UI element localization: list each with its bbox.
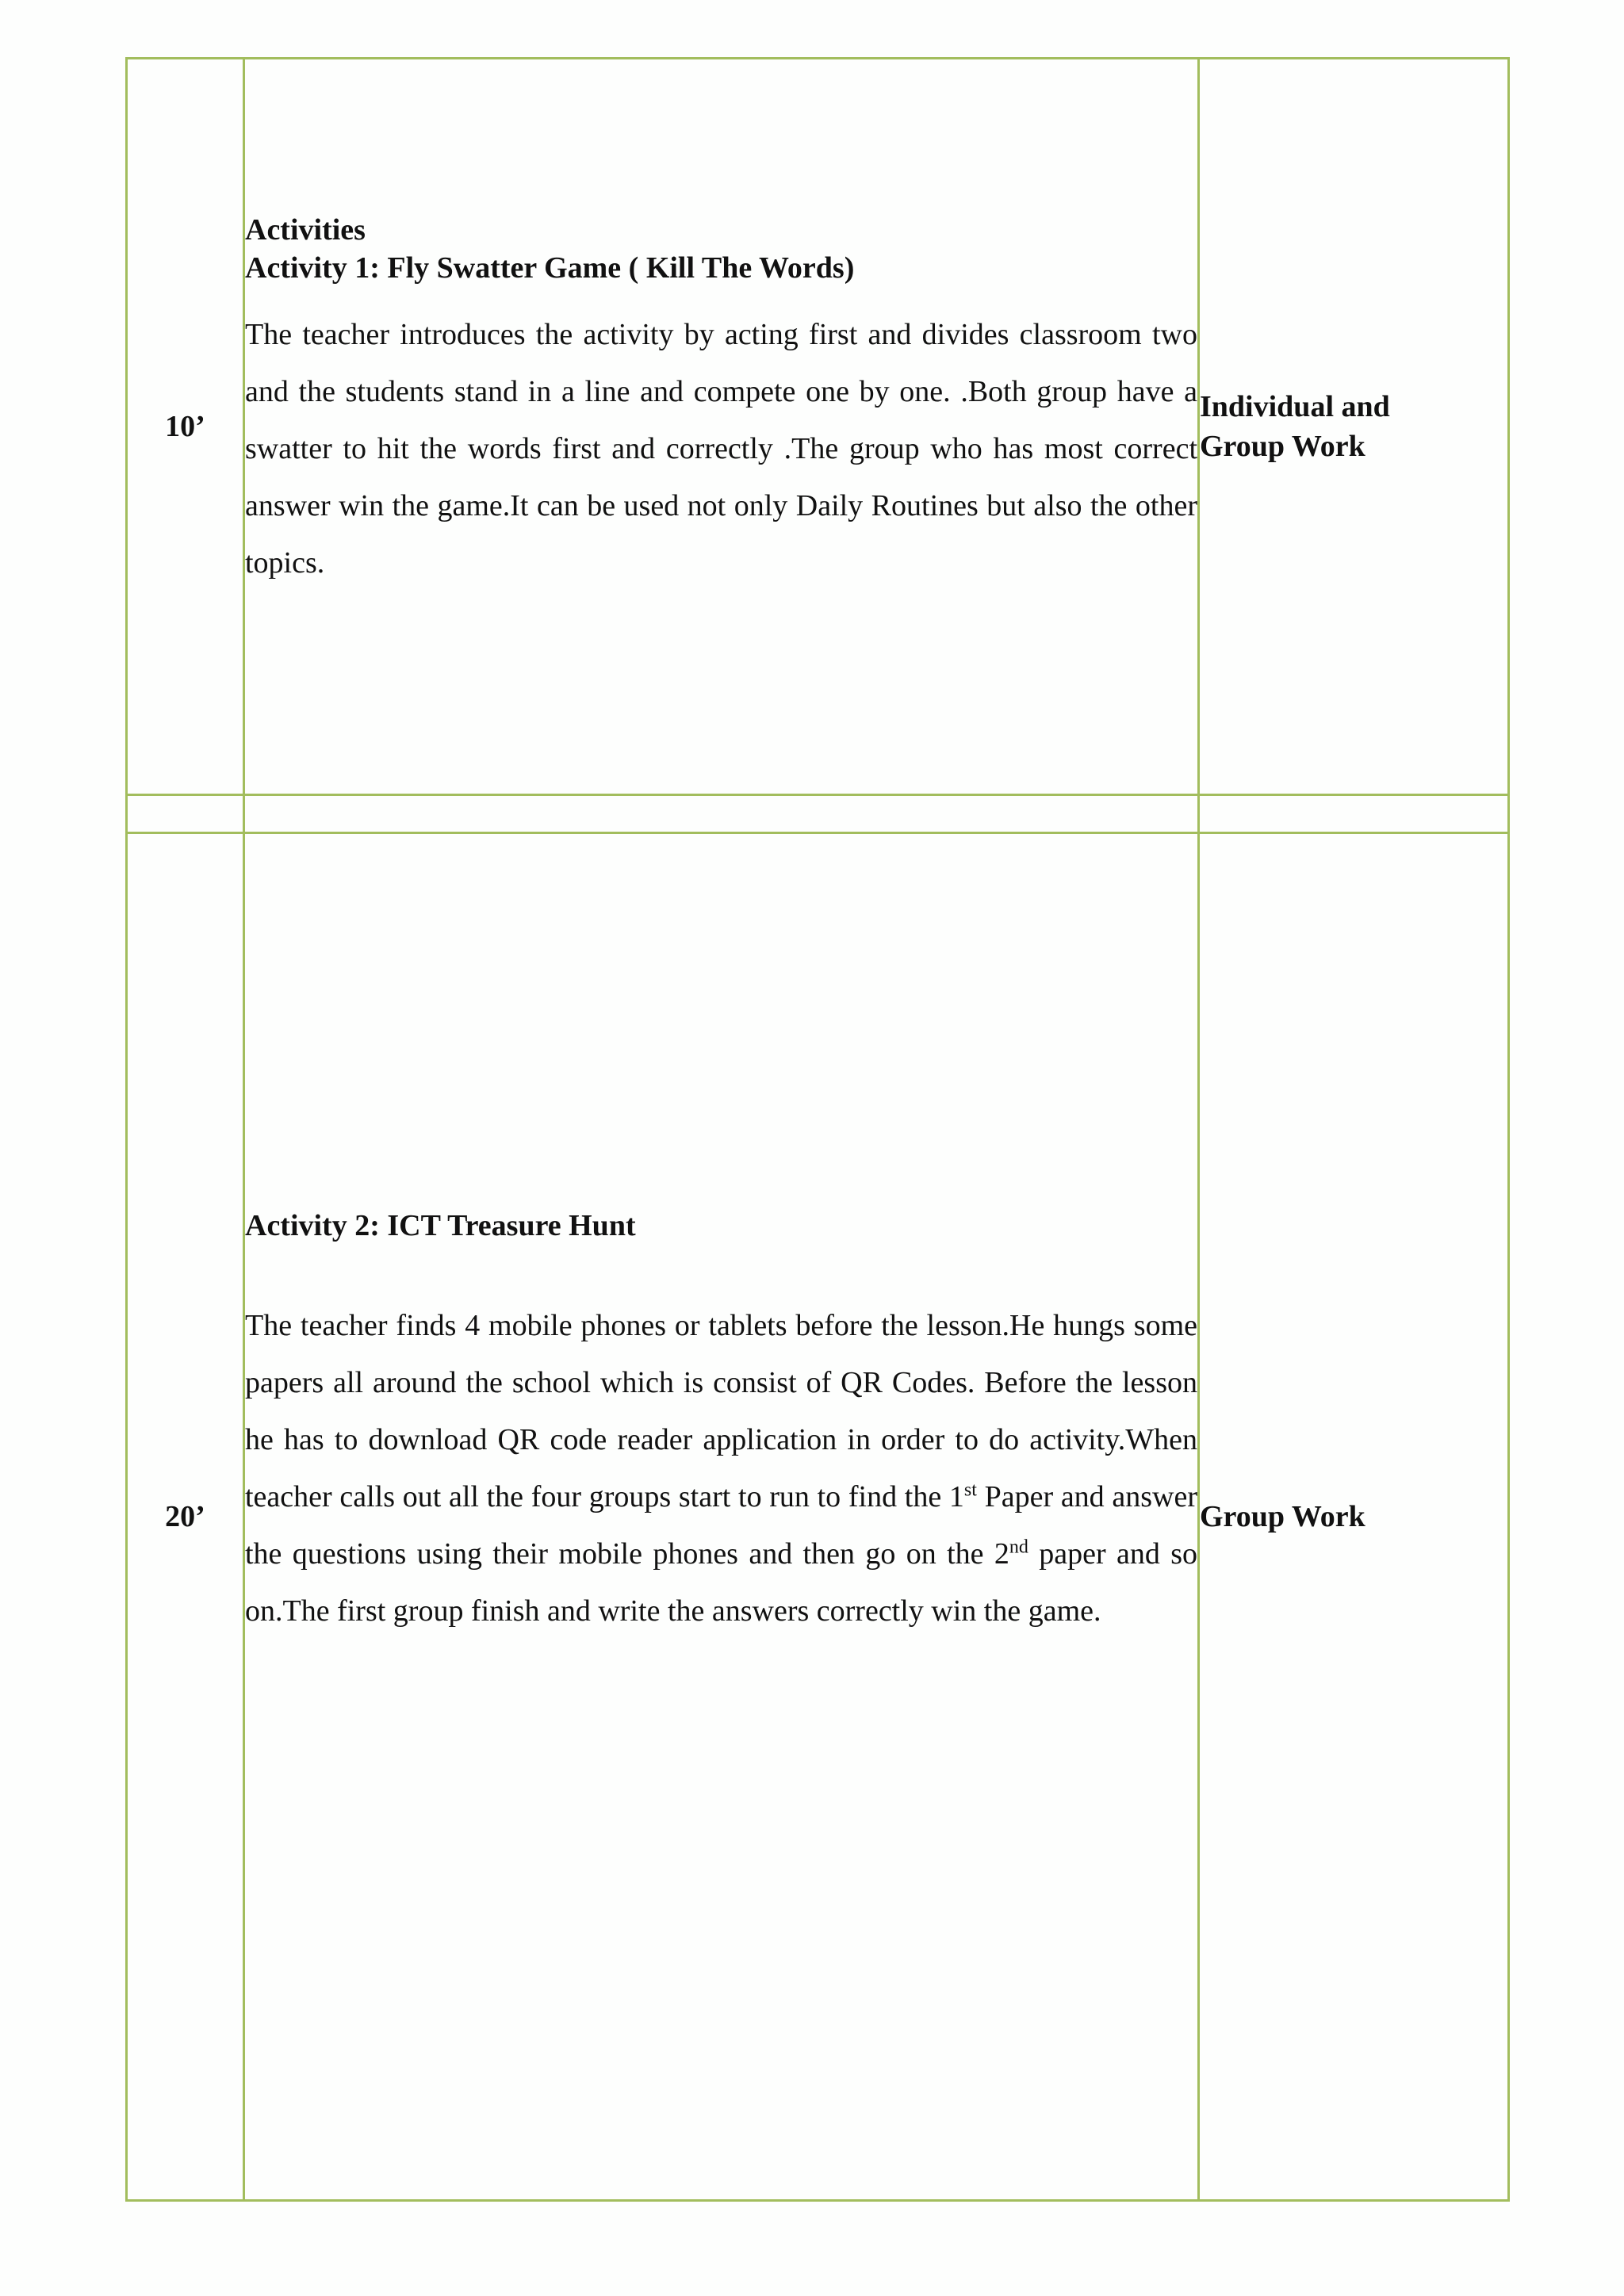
table-row-activity-2: [127, 833, 1509, 2201]
description-text: Paper and answer the questions using their mobile phones and then go on the 2: [245, 1480, 1197, 1571]
description-text: The teacher finds 4 mobile phones or tablets before the lesson.He hungs some papers all around the school which is consist of QR Codes. Before the lesson he has to download QR code reader application in order to do activity.When teacher calls out all the four groups start to run to find the 1: [245, 1309, 1197, 1513]
activity-description: [245, 1297, 1197, 1640]
time-cell: [127, 833, 244, 2201]
activity-description: The teacher introduces the activity by acting first and divides classroom two and the students stand in a line and compete one by one. .Both group have a swatter to hit the words first and correctly .The group who has most correct answer win the game.It can be used not only Daily Routines but also the other topics.: [245, 318, 1197, 580]
description-text: paper and so on.The first group finish and write the answers correctly win the game.: [245, 1537, 1198, 1628]
table-row-activity-1: [127, 59, 1509, 795]
activity-title: Activity 1: Fly Swatter Game ( Kill The Words): [245, 251, 855, 285]
section-heading: Activities: [245, 213, 366, 247]
lesson-plan-table: [125, 57, 1510, 2202]
activity-cell: [244, 59, 1199, 795]
method-label: Group Work: [1200, 430, 1365, 463]
method-label: Group Work: [1200, 1500, 1365, 1533]
empty-cell: [127, 795, 244, 833]
activity-cell: [244, 833, 1199, 2201]
time-cell: [127, 59, 244, 795]
method-cell: [1199, 59, 1509, 795]
time-value: 10’: [165, 410, 205, 443]
ordinal-suffix: st: [963, 1479, 977, 1501]
ordinal-suffix: nd: [1009, 1536, 1028, 1558]
method-label: Individual and: [1200, 390, 1390, 423]
time-value: 20’: [165, 1500, 205, 1533]
empty-cell: [1199, 795, 1509, 833]
method-cell: [1199, 833, 1509, 2201]
table-row-spacer: [127, 795, 1509, 833]
activity-title: Activity 2: ICT Treasure Hunt: [245, 1209, 636, 1242]
empty-cell: [244, 795, 1199, 833]
